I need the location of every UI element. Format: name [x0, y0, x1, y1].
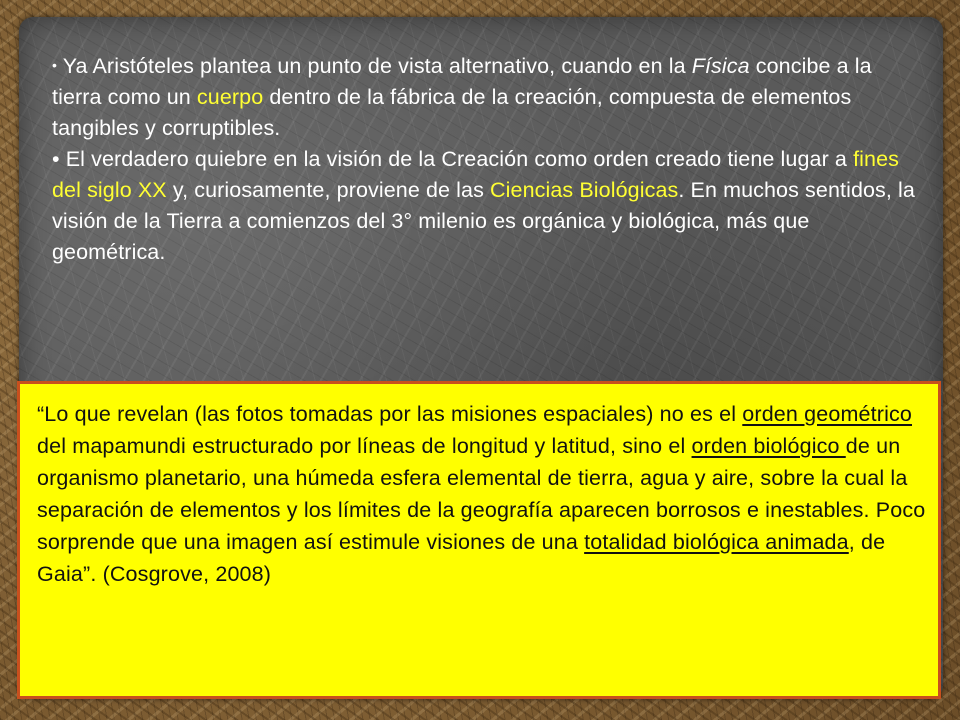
highlight-cuerpo: cuerpo	[196, 85, 264, 109]
underline-totalidad-biologica: totalidad biológica animada	[584, 530, 849, 554]
bullet: •	[52, 147, 60, 171]
highlight-ciencias-biologicas: Ciencias Biológicas	[490, 178, 679, 202]
highlight-siglo-xx: fines del siglo XX	[52, 147, 899, 202]
upper-text-block	[52, 50, 922, 268]
bullet-small: •	[52, 57, 58, 73]
fisica-italic: Física	[691, 54, 750, 78]
quote-box	[17, 381, 941, 699]
underline-orden-geometrico: orden geométrico	[742, 402, 912, 426]
underline-orden-biologico: orden biológico	[691, 434, 846, 458]
paragraph-aristoteles: • Ya Aristóteles plantea un punto de vista alternativo, cuando en la Física concibe a la tierra como un cuerpo dentro de la fábrica de la creación, compuesta de elementos tangibles y corruptibles.	[52, 54, 872, 140]
paragraph-quiebre: • El verdadero quiebre en la visión de la Creación como orden creado tiene lugar a fines del siglo XX y, curiosamente, proviene de las Ciencias Biológicas. En muchos sentidos, la visión de la Tierra a comienzos del 3° milenio es orgánica y biológica, más que geométrica.	[52, 147, 915, 264]
cosgrove-quote: “Lo que revelan (las fotos tomadas por las misiones espaciales) no es el orden geométrico del mapamundi estructurado por líneas de longitud y latitud, sino el orden biológico de un organismo planetario, una húmeda esfera elemental de tierra, agua y aire, sobre la cual la separación de elementos y los límites de la geografía aparecen borrosos e inestables. Poco sorprende que una imagen así estimule visiones de una totalidad biológica animada, de Gaia”. (Cosgrove, 2008)	[37, 402, 926, 586]
